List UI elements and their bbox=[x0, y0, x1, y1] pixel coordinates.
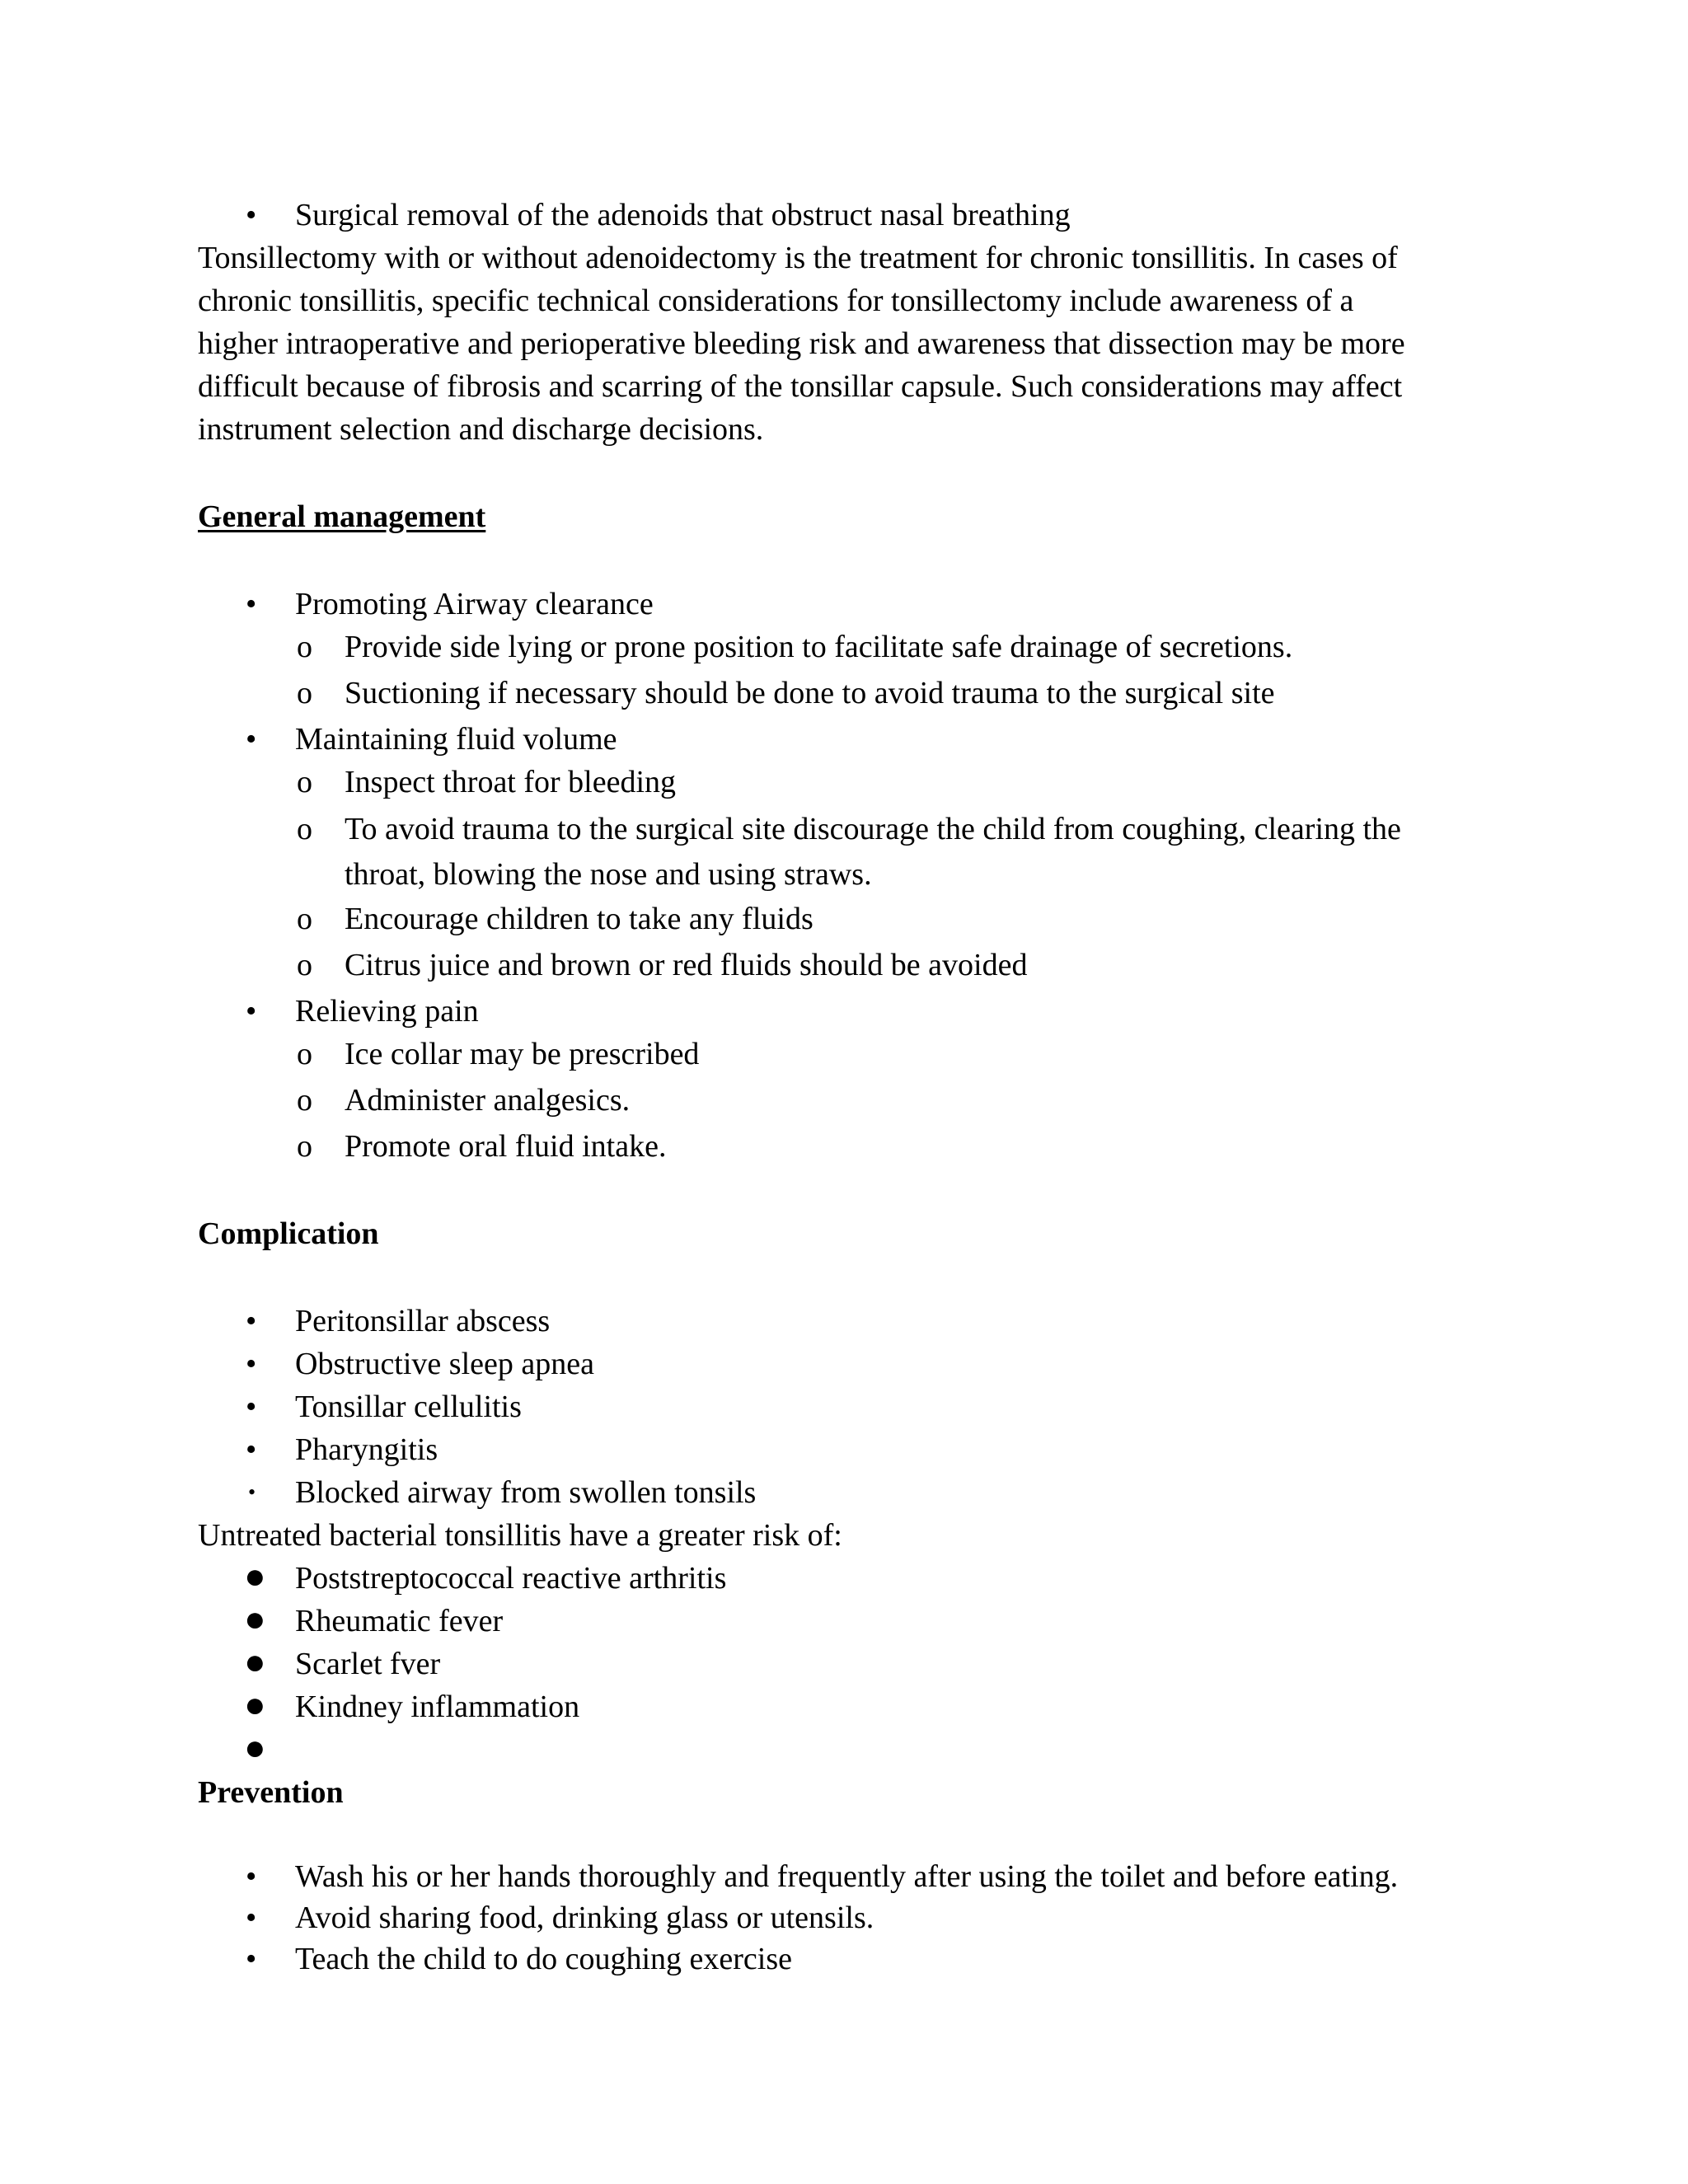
sub-list-item: Ice collar may be prescribed bbox=[345, 1037, 700, 1071]
bullet-glyph: • bbox=[248, 1480, 256, 1504]
list-item: Peritonsillar abscess bbox=[295, 1304, 551, 1338]
list-item: Relieving pain bbox=[295, 994, 479, 1029]
solid-bullet-glyph: ● bbox=[244, 1642, 266, 1682]
general-management-heading: General management bbox=[198, 499, 486, 534]
list-item: Scarlet fver bbox=[295, 1647, 441, 1681]
paragraph-line: difficult because of fibrosis and scarring of the tonsillar capsule. Such considerations may affect bbox=[198, 369, 1403, 404]
list-item: Rheumatic fever bbox=[295, 1604, 504, 1638]
list-item: Blocked airway from swollen tonsils bbox=[295, 1475, 757, 1510]
solid-bullet-glyph: ● bbox=[244, 1599, 266, 1639]
bullet-glyph: • bbox=[246, 1942, 257, 1976]
paragraph-line: Tonsillectomy with or without adenoidectomy is the treatment for chronic tonsillitis. In cases of bbox=[198, 241, 1398, 275]
list-item: Pharyngitis bbox=[295, 1432, 438, 1467]
bullet-glyph: • bbox=[246, 722, 257, 757]
sub-list-item: To avoid trauma to the surgical site discourage the child from coughing, clearing the bbox=[345, 812, 1401, 846]
solid-bullet-glyph: ● bbox=[244, 1685, 266, 1725]
solid-bullet-glyph: ● bbox=[244, 1556, 266, 1596]
sub-bullet-glyph: o bbox=[297, 812, 312, 846]
sub-list-item-continuation: throat, blowing the nose and using straws. bbox=[345, 857, 872, 892]
sub-list-item: Encourage children to take any fluids bbox=[345, 902, 814, 936]
list-item: Avoid sharing food, drinking glass or utensils. bbox=[295, 1900, 874, 1935]
sub-list-item: Promote oral fluid intake. bbox=[345, 1129, 667, 1164]
list-item: Tonsillar cellulitis bbox=[295, 1390, 522, 1424]
list-item: Teach the child to do coughing exercise bbox=[295, 1942, 793, 1976]
sub-list-item: Suctioning if necessary should be done to avoid trauma to the surgical site bbox=[345, 676, 1275, 710]
sub-bullet-glyph: o bbox=[297, 1037, 312, 1071]
bullet-glyph: • bbox=[246, 1390, 257, 1424]
paragraph-line: instrument selection and discharge decisions. bbox=[198, 412, 764, 447]
intro-bullet: Surgical removal of the adenoids that obstruct nasal breathing bbox=[295, 198, 1071, 232]
complication-heading: Complication bbox=[198, 1216, 379, 1251]
sub-list-item: Administer analgesics. bbox=[345, 1083, 631, 1118]
sub-list-item: Provide side lying or prone position to facilitate safe drainage of secretions. bbox=[345, 630, 1293, 664]
bullet-glyph: • bbox=[246, 1432, 257, 1467]
bullet-glyph: • bbox=[246, 994, 257, 1029]
risk-intro: Untreated bacterial tonsillitis have a greater risk of: bbox=[198, 1518, 842, 1553]
bullet-glyph: • bbox=[246, 587, 257, 621]
list-item: Maintaining fluid volume bbox=[295, 722, 617, 757]
list-item: Obstructive sleep apnea bbox=[295, 1347, 594, 1381]
sub-bullet-glyph: o bbox=[297, 1083, 312, 1118]
sub-bullet-glyph: o bbox=[297, 630, 312, 664]
list-item: Poststreptococcal reactive arthritis bbox=[295, 1561, 727, 1596]
sub-list-item: Citrus juice and brown or red fluids should be avoided bbox=[345, 948, 1028, 982]
list-item: Promoting Airway clearance bbox=[295, 587, 654, 621]
sub-bullet-glyph: o bbox=[297, 948, 312, 982]
bullet-glyph: • bbox=[246, 1900, 257, 1935]
sub-bullet-glyph: o bbox=[297, 902, 312, 936]
prevention-heading: Prevention bbox=[198, 1775, 344, 1810]
paragraph-line: chronic tonsillitis, specific technical considerations for tonsillectomy include awareness of a bbox=[198, 284, 1354, 318]
list-item: Wash his or her hands thoroughly and frequently after using the toilet and before eating. bbox=[295, 1859, 1399, 1894]
bullet-glyph: • bbox=[246, 1347, 257, 1381]
bullet-glyph: • bbox=[246, 198, 257, 232]
list-item: Kindney inflammation bbox=[295, 1690, 580, 1724]
sub-bullet-glyph: o bbox=[297, 676, 312, 710]
sub-list-item: Inspect throat for bleeding bbox=[345, 765, 677, 799]
sub-bullet-glyph: o bbox=[297, 1129, 312, 1164]
sub-bullet-glyph: o bbox=[297, 765, 312, 799]
bullet-glyph: • bbox=[246, 1859, 257, 1894]
bullet-glyph: • bbox=[246, 1304, 257, 1338]
paragraph-line: higher intraoperative and perioperative bleeding risk and awareness that dissection may be more bbox=[198, 326, 1405, 361]
empty-solid-bullet-glyph: ● bbox=[244, 1727, 266, 1768]
